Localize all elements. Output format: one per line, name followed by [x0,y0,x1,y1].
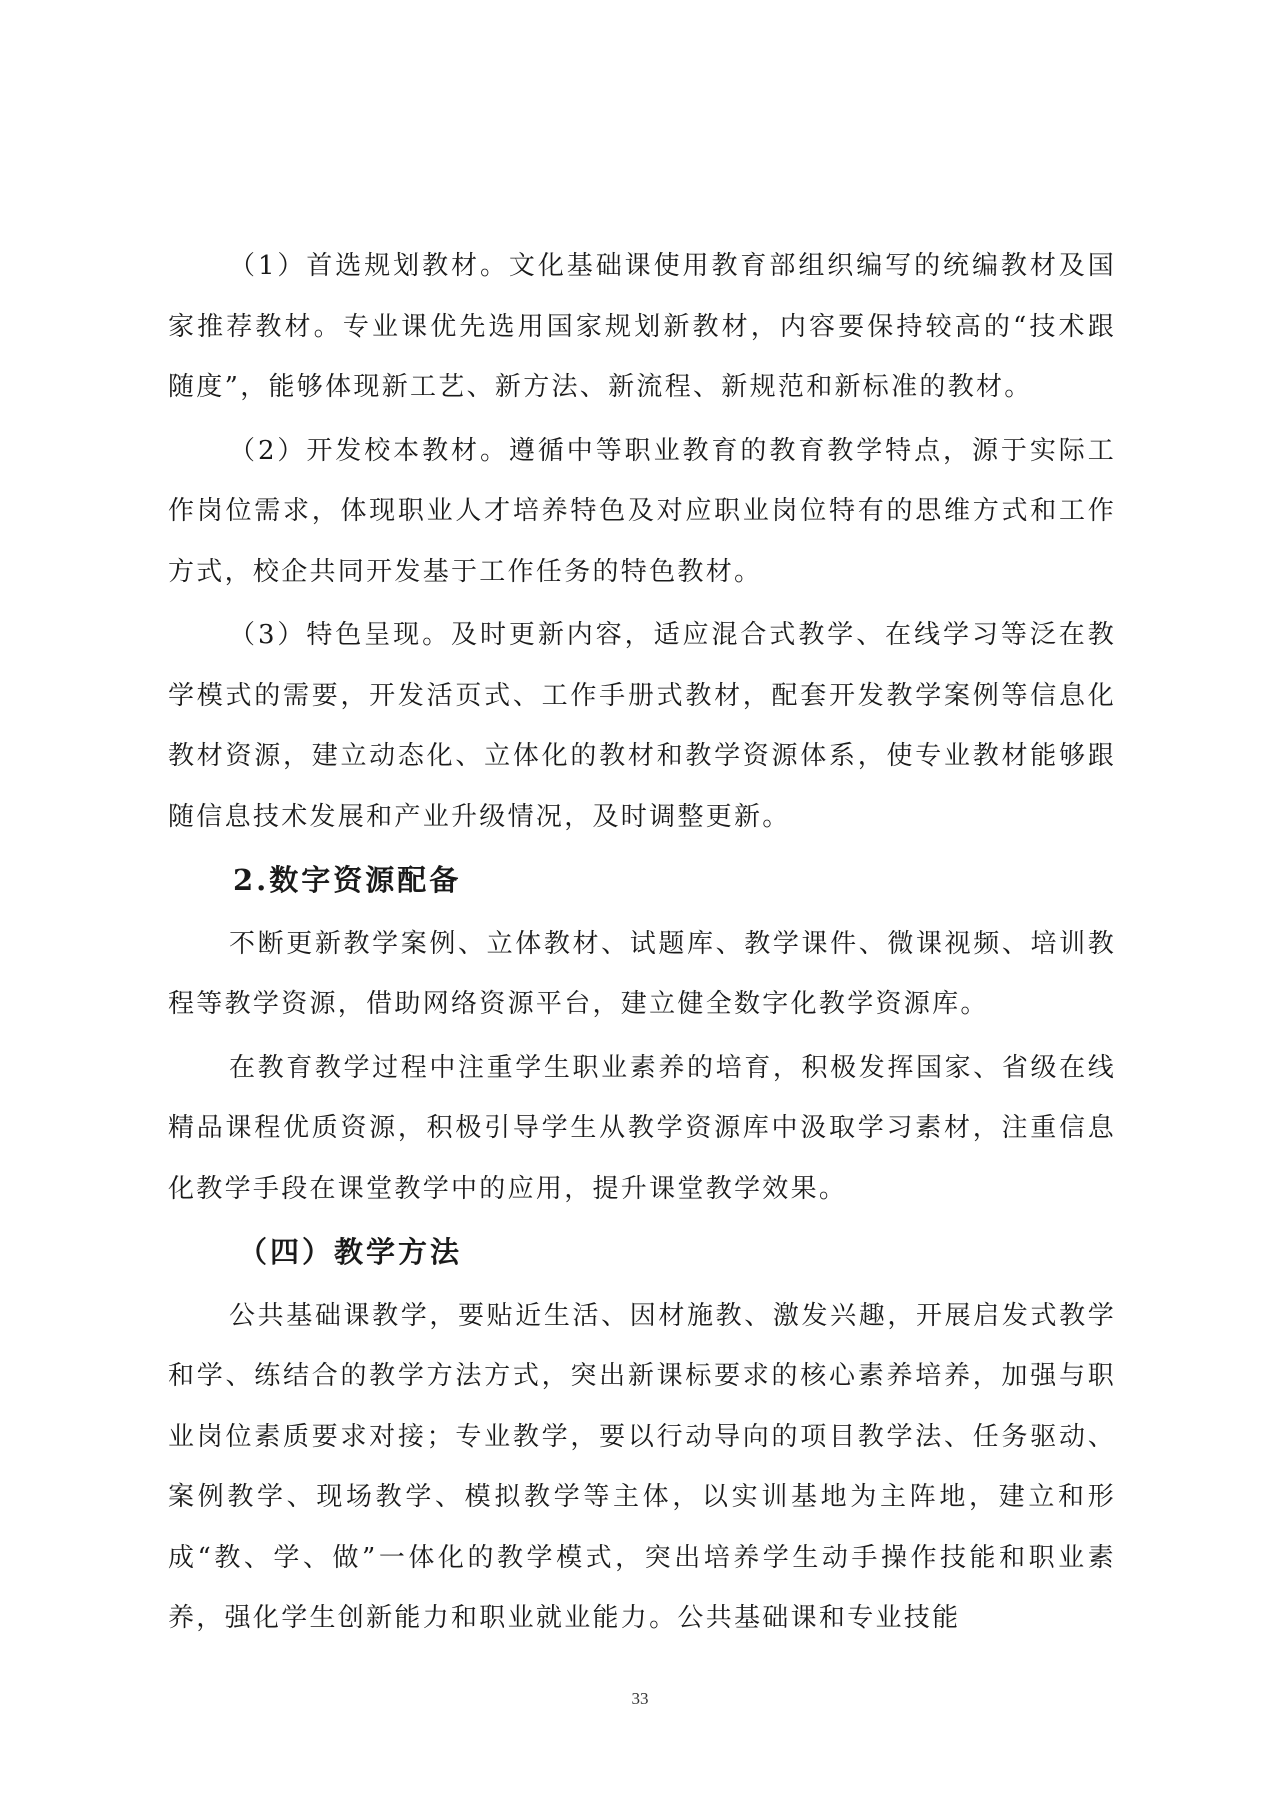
section-heading-teaching-methods: （四）教学方法 [238,1235,463,1269]
paragraph-teaching-methods: 公共基础课教学，要贴近生活、因材施教、激发兴趣，开展启发式教学和学、练结合的教学方法方式，突出新课标要求的核心素养培养，加强与职业岗位素质要求对接；专业教学，要以行动导向的项目教学法、任务驱动、案例教学、现场教学、模拟教学等主体，以实训基地为主阵地，建立和形成“教、学、做”一体化的教学模式，突出培养学生动手操作技能和职业素养，强化学生创新能力和职业就业能力。公共基础课和专业技能 [168,1300,1116,1633]
paragraph-planned-textbooks: （1）首选规划教材。文化基础课使用教育部组织编写的统编教材及国家推荐教材。专业课优先选用国家规划新教材，内容要保持较高的“技术跟随度”，能够体现新工艺、新方法、新流程、新规范和新标准的教材。 [168,251,1116,402]
section-heading-digital-resources: 2.数字资源配备 [233,863,462,897]
paragraph-featured-presentation: （3）特色呈现。及时更新内容，适应混合式教学、在线学习等泛在教学模式的需要，开发活页式、工作手册式教材，配套开发教学案例等信息化教材资源，建立动态化、立体化的教材和教学资源体系，使专业教材能够跟随信息技术发展和产业升级情况，及时调整更新。 [168,620,1116,832]
paragraph-school-textbooks: （2）开发校本教材。遵循中等职业教育的教育教学特点，源于实际工作岗位需求，体现职业人才培养特色及对应职业岗位特有的思维方式和工作方式，校企共同开发基于工作任务的特色教材。 [168,435,1116,587]
page-number: 33 [631,1689,649,1708]
paragraph-digital-resources-update: 不断更新教学案例、立体教材、试题库、教学课件、微课视频、培训教程等教学资源，借助网络资源平台，建立健全数字化教学资源库。 [168,928,1116,1019]
page-body [168,236,1116,1652]
paragraph-digital-resources-quality: 在教育教学过程中注重学生职业素养的培育，积极发挥国家、省级在线精品课程优质资源，积极引导学生从教学资源库中汲取学习素材，注重信息化教学手段在课堂教学中的应用，提升课堂教学效果。 [168,1052,1116,1204]
